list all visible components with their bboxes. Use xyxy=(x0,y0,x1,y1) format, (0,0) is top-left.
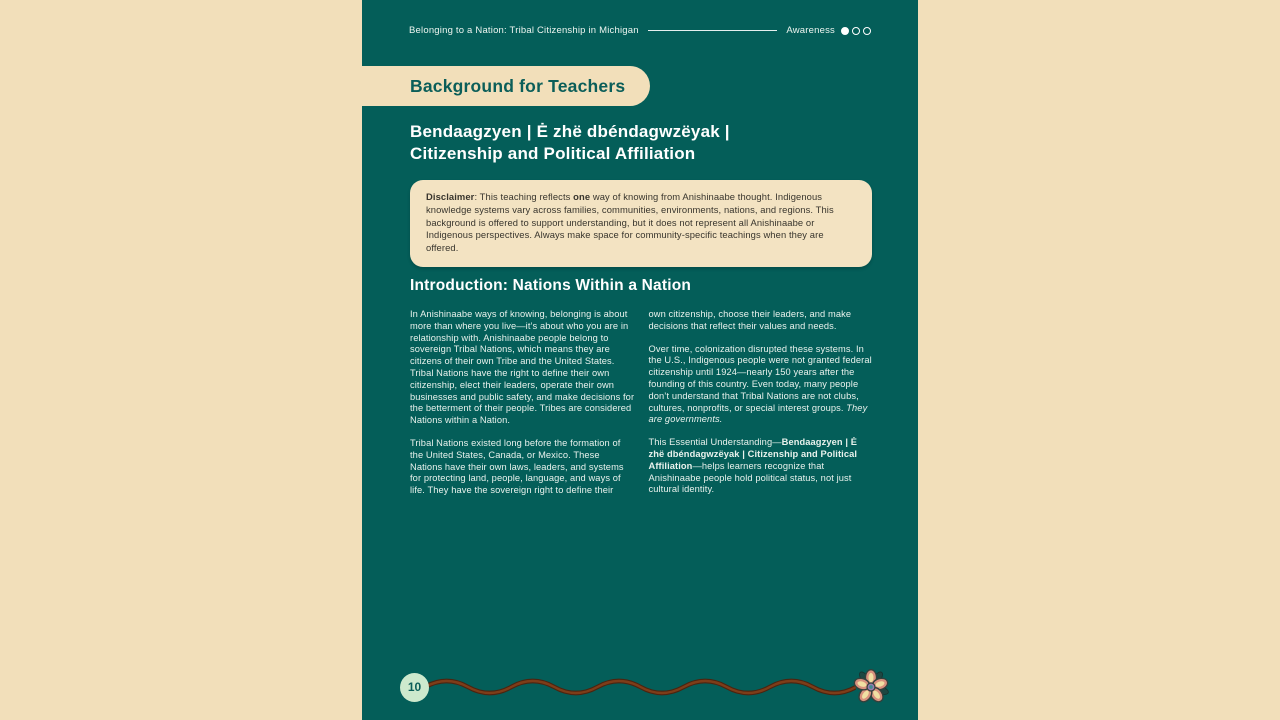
flower-icon xyxy=(852,668,890,706)
disclaimer-box xyxy=(410,180,872,267)
page-header xyxy=(409,25,871,36)
awareness-dot xyxy=(863,27,871,35)
paragraph: Tribal Nations existed long before the formation of the United States, Canada, or Mexico. These Nations have their own laws, leaders, and systems for protecting land, people, language, and ways of life. They have the sovereign right to define their xyxy=(410,437,624,496)
column-left xyxy=(410,309,635,508)
page-title-line-1: Bendaagzyen | Ė zhë dbéndagwzëyak | xyxy=(410,122,730,141)
text-columns xyxy=(410,309,873,508)
awareness-dots xyxy=(841,27,871,35)
wavy-divider-line xyxy=(425,675,856,699)
awareness-label: Awareness xyxy=(786,25,835,36)
awareness-dot-active xyxy=(841,27,849,35)
awareness-dot xyxy=(852,27,860,35)
doc-title: Belonging to a Nation: Tribal Citizenship in Michigan xyxy=(409,25,639,36)
intro-heading: Introduction: Nations Within a Nation xyxy=(410,277,692,294)
section-tab xyxy=(362,66,650,106)
paragraph: In Anishinaabe ways of knowing, belonging is about more than where you live—it’s about who you are in relationship with. Anishinaabe people belong to sovereign Tribal Nations, which means they are citizens of their own Tribe and the United States. Tribal Nations have the right to define their own citizenship, elect their leaders, operate their own businesses and public safety, and make decisions for the betterment of their people. Tribes are considered Nations within a Nation. xyxy=(410,309,635,426)
section-tab-label: Background for Teachers xyxy=(410,75,626,96)
paragraph: Over time, colonization disrupted these systems. In the U.S., Indigenous people were not granted federal citizenship until 1924—nearly 150 years after the founding of this country. Even today, many people don’t understand that Tribal Nations are not clubs, cultures, nonprofits, or special interest groups. They are governments. xyxy=(648,343,872,425)
page-number: 10 xyxy=(407,680,422,694)
column-right xyxy=(649,309,874,508)
paragraph: own citizenship, choose their leaders, and make decisions that reflect their values and needs. xyxy=(648,309,852,331)
page-footer xyxy=(400,668,890,706)
header-divider-line xyxy=(648,30,778,31)
page-number-badge xyxy=(400,673,429,702)
page-title-line-2: Citizenship and Political Affiliation xyxy=(410,144,696,163)
document-page xyxy=(362,0,918,720)
disclaimer-text: Disclaimer: This teaching reflects one way of knowing from Anishinaabe thought. Indigenous knowledge systems vary across families, communities, environments, nations, and regions. This background is offered to support understanding, but it does not represent all Anishinaabe or Indigenous perspectives. Always make space for community-specific teachings when they are offered. xyxy=(426,191,834,254)
paragraph: This Essential Understanding—Bendaagzyen | Ė zhë dbéndagwzëyak | Citizenship and Political Affiliation—helps learners recognize that Anishinaabe people hold political status, not just cultural identity. xyxy=(648,437,858,495)
page-title xyxy=(410,121,872,165)
